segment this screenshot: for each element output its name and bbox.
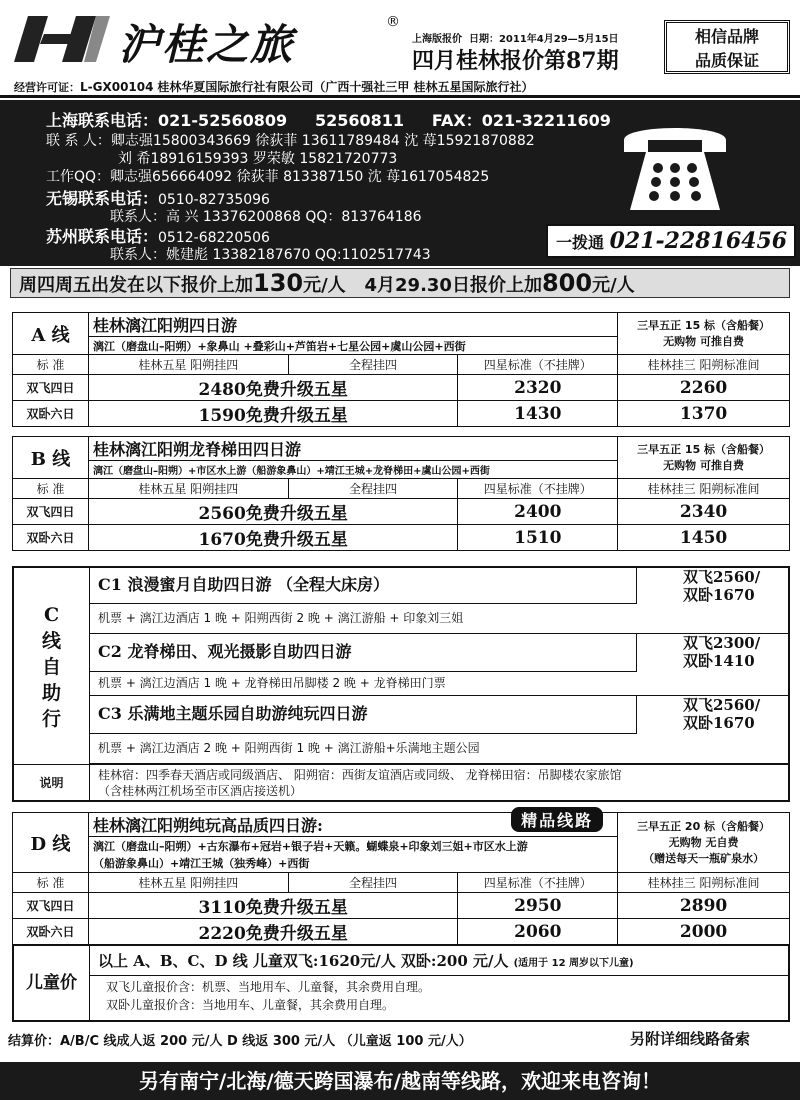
line-a-title: 桂林漓江阳朔四日游: [88, 313, 617, 337]
line-d-note-1: 三早五正 20 标（含船餐）: [637, 819, 771, 833]
brand-name: 沪桂之旅: [118, 20, 295, 69]
contact-row-2: 刘 希18916159393 罗荣敏 15821720773: [118, 151, 398, 167]
line-d-route-1: 漓江（磨盘山–阳朔）+古东瀑布+冠岩+银子岩+天籁。蝴蝶泉+印象刘三姐+市区水上游: [88, 837, 617, 855]
line-a-label: A 线: [13, 313, 89, 355]
promo-text-2: 4月29.30日报价上加: [364, 275, 542, 296]
line-a-fly-three: 2260: [618, 375, 790, 401]
promo-amount-1: 130: [253, 269, 304, 297]
shanghai-phone-2[interactable]: 52560811: [314, 111, 405, 130]
c3-detail: 机票 + 漓江边酒店 2 晚 + 阳朔西街 1 晚 + 漓江游船+乐满地主题公园: [90, 734, 790, 764]
shanghai-phone-row: [46, 108, 611, 131]
line-c-char-4: 助: [41, 682, 61, 704]
col-full-four: 全程挂四: [288, 355, 458, 375]
line-a-note-1: 三早五正 15 标（含船餐）: [637, 318, 771, 332]
line-d-note-3: （赠送每天一瓶矿泉水）: [643, 851, 765, 865]
c1-title: C1 浪漫蜜月自助四日游 （全程大床房）: [90, 568, 636, 604]
c1-price-fly: 双飞2560/: [683, 568, 761, 586]
line-d-sleeper-four: 2060: [458, 919, 618, 945]
line-d-fly-upgrade: 3110免费升级五星: [88, 893, 457, 919]
line-a-route: 漓江（磨盘山–阳朔）+象鼻山 +叠彩山+芦笛岩+七星公园+虞山公园+西街: [88, 337, 617, 355]
company-logo-icon: [14, 14, 110, 64]
trust-badge: [664, 20, 790, 74]
line-d-title-row: [13, 813, 790, 837]
c1-price-sleeper: 双卧1670: [683, 586, 755, 604]
line-d-sleeper-three: 2000: [618, 919, 790, 945]
registered-mark: ®: [386, 14, 400, 30]
line-a-header-row: [13, 355, 790, 375]
line-b-fly-upgrade: 2560免费升级五星: [88, 499, 457, 525]
col-four-star: 四星标准（不挂牌）: [458, 479, 618, 499]
line-b-sleeper-four: 1510: [458, 525, 618, 551]
col-five-star: 桂林五星 阳朔挂四: [88, 355, 288, 375]
qq-label: 工作QQ：: [46, 169, 111, 185]
line-c-note-2: （含桂林两江机场至市区酒店接送机）: [98, 784, 303, 798]
line-a-note: [618, 313, 790, 355]
line-c-label: [14, 568, 90, 764]
line-c-char-1: C: [43, 604, 60, 626]
issue-title: 四月桂林报价第87期: [412, 48, 619, 74]
qq-row: [46, 166, 489, 186]
fax-number[interactable]: 021-32211609: [481, 111, 611, 130]
line-a-note-2: 无购物 可推自费: [663, 334, 744, 348]
promo-unit-1: 元/人: [303, 275, 346, 296]
footer-banner: 另有南宁/北海/德天跨国瀑布/越南等线路，欢迎来电咨询！: [0, 1062, 800, 1100]
col-standard: 标 准: [13, 479, 89, 499]
line-a-fly-upgrade: 2480免费升级五星: [88, 375, 457, 401]
c3-price-sleeper: 双卧1670: [683, 714, 755, 732]
sleeper-label: 双卧六日: [13, 401, 89, 427]
children-label: 儿童价: [14, 946, 90, 1020]
line-d-route-2: （船游象鼻山）+靖江王城（独秀峰）+西街: [88, 855, 617, 873]
header: [0, 0, 800, 78]
suzhou-label: 苏州联系电话：: [46, 227, 159, 246]
line-a-table: [12, 312, 790, 427]
c1-detail: 机票 + 漓江边酒店 1 晚 + 阳朔西街 2 晚 + 漓江游船 + 印象刘三姐: [90, 604, 790, 634]
line-d-fly-three: 2890: [618, 893, 790, 919]
line-b-label: B 线: [13, 437, 89, 479]
qq-values: 卿志强656664092 徐荻菲 813387150 沈 苺1617054825: [110, 169, 490, 185]
line-b-fly-row: [13, 499, 790, 525]
contacts-label: 联 系 人：: [46, 133, 111, 149]
line-d-title-cell: [88, 813, 617, 837]
line-a-fly-row: [13, 375, 790, 401]
fly-label: 双飞四日: [13, 499, 89, 525]
line-a-sleeper-upgrade: 1590免费升级五星: [88, 401, 457, 427]
promo-bar: [10, 268, 790, 298]
wuxi-phone[interactable]: 0510-82735096: [158, 192, 270, 208]
c3-title: C3 乐满地主题乐园自助游纯玩四日游: [90, 696, 636, 734]
c3-price-fly: 双飞2560/: [683, 696, 761, 714]
line-a-fly-four: 2320: [458, 375, 618, 401]
line-a-sleeper-three: 1370: [618, 401, 790, 427]
line-b-title: 桂林漓江阳朔龙脊梯田四日游: [88, 437, 617, 461]
edition-info: [412, 30, 619, 45]
col-four-star: 四星标准（不挂牌）: [458, 873, 618, 893]
col-three-star: 桂林挂三 阳朔标准间: [618, 355, 790, 375]
settlement-text: 结算价：A/B/C 线成人返 200 元/人 D 线返 300 元/人 （儿童返 100 元/人）: [8, 1034, 472, 1049]
date-label: 日期：: [468, 34, 499, 45]
line-b-fly-three: 2340: [618, 499, 790, 525]
sleeper-label: 双卧六日: [13, 525, 89, 551]
c2-title: C2 龙脊梯田、观光摄影自助四日游: [90, 634, 636, 672]
line-d-header-row: [13, 873, 790, 893]
shanghai-label: 上海联系电话：: [46, 111, 159, 130]
line-d-badge: 精品线路: [511, 807, 603, 832]
col-full-four: 全程挂四: [288, 479, 458, 499]
edition-label: 上海版报价: [412, 34, 462, 45]
c1-price: [636, 568, 792, 604]
shanghai-phone-1[interactable]: 021-52560809: [158, 111, 288, 130]
line-b-sleeper-upgrade: 1670免费升级五星: [88, 525, 457, 551]
promo-text-1: 周四周五出发在以下报价上加: [19, 275, 253, 296]
children-price-box: [12, 944, 790, 1022]
telephone-icon: [616, 118, 734, 218]
fax-label: FAX：: [431, 111, 482, 130]
line-c-note-label: 说明: [14, 764, 90, 800]
line-b-title-row: [13, 437, 790, 461]
line-d-sleeper-row: [13, 919, 790, 945]
line-b-table: [12, 436, 790, 551]
line-d-note-2: 无购物 无自费: [668, 835, 739, 849]
settlement-extra: 另附详细线路备索: [630, 1030, 751, 1048]
company-name: 桂林华夏国际旅行社有限公司（广西十强社三甲 桂林五星国际旅行社）: [157, 80, 534, 94]
children-main: [90, 946, 788, 976]
hotline-number[interactable]: 021-22816456: [609, 228, 788, 254]
col-standard: 标 准: [13, 355, 89, 375]
line-d-note: [618, 813, 790, 873]
date-range: 2011年4月29—5月15日: [498, 34, 619, 45]
line-d-sleeper-upgrade: 2220免费升级五星: [88, 919, 457, 945]
c2-price-sleeper: 双卧1410: [683, 652, 755, 670]
children-detail-1: 双飞儿童报价含：机票、当地用车、儿童餐，其余费用自理。: [106, 980, 431, 994]
sleeper-label: 双卧六日: [13, 919, 89, 945]
line-c-char-5: 行: [41, 708, 61, 730]
settlement-bar: [0, 1024, 800, 1058]
line-b-route: 漓江（磨盘山–阳朔）+市区水上游（船游象鼻山）+靖江王城+龙脊梯田+虞山公园+西街: [88, 461, 617, 479]
line-b-note: [618, 437, 790, 479]
line-c-box: [12, 566, 790, 802]
col-four-star: 四星标准（不挂牌）: [458, 355, 618, 375]
wuxi-label: 无锡联系电话：: [46, 189, 159, 208]
line-a-title-row: [13, 313, 790, 337]
line-b-note-1: 三早五正 15 标（含船餐）: [637, 442, 771, 456]
children-age-note: (适用于 12 周岁以下儿童): [513, 958, 634, 969]
col-standard: 标 准: [13, 873, 89, 893]
line-d-table: [12, 812, 790, 945]
c2-detail: 机票 + 漓江边酒店 1 晚 + 龙脊梯田吊脚楼 2 晚 + 龙脊梯田门票: [90, 672, 790, 696]
col-three-star: 桂林挂三 阳朔标准间: [618, 873, 790, 893]
suzhou-contact: 联系人：姚建彪 13382187670 QQ:1102517743: [110, 247, 431, 263]
trust-line-1: 相信品牌: [694, 27, 759, 46]
line-b-sleeper-three: 1450: [618, 525, 790, 551]
children-detail-2: 双卧儿童报价含：当地用车、儿童餐，其余费用自理。: [106, 998, 395, 1012]
fly-label: 双飞四日: [13, 375, 89, 401]
col-three-star: 桂林挂三 阳朔标准间: [618, 479, 790, 499]
children-price-line: 以上 A、B、C、D 线 儿童双飞:1620元/人 双卧:200 元/人: [98, 952, 509, 970]
license-bar: [0, 78, 800, 98]
col-five-star: 桂林五星 阳朔挂四: [88, 873, 288, 893]
contacts-names-1: 卿志强15800343669 徐荻菲 13611789484 沈 苺15921870882: [110, 133, 535, 149]
line-b-header-row: [13, 479, 790, 499]
line-c-char-3: 自: [41, 656, 61, 678]
hotline-label: 一拨通: [556, 233, 605, 252]
promo-amount-2: 800: [541, 269, 593, 297]
col-full-four: 全程挂四: [288, 873, 458, 893]
line-d-fly-row: [13, 893, 790, 919]
license-number: L-GX00104: [80, 80, 154, 94]
hotline-box[interactable]: [546, 224, 796, 258]
line-a-sleeper-four: 1430: [458, 401, 618, 427]
col-five-star: 桂林五星 阳朔挂四: [88, 479, 288, 499]
line-d-title: 桂林漓江阳朔纯玩高品质四日游:: [92, 816, 323, 835]
line-c-note: [90, 764, 788, 800]
suzhou-phone[interactable]: 0512-68220506: [158, 230, 270, 246]
line-d-label: D 线: [13, 813, 89, 873]
contact-row-1: [46, 130, 535, 150]
line-d-fly-four: 2950: [458, 893, 618, 919]
c2-price: [636, 634, 792, 672]
trust-line-2: 品质保证: [694, 51, 759, 70]
line-c-char-2: 线: [41, 630, 61, 652]
c2-price-fly: 双飞2300/: [683, 634, 761, 652]
line-b-note-2: 无购物 可推自费: [663, 458, 744, 472]
line-a-sleeper-row: [13, 401, 790, 427]
promo-unit-2: 元/人: [592, 275, 635, 296]
line-c-note-1: 桂林宿：四季春天酒店或同级酒店、 阳朔宿：西街友谊酒店或同级、 龙脊梯田宿：吊脚楼农家旅馆: [98, 768, 622, 782]
c3-price: [636, 696, 792, 734]
line-b-sleeper-row: [13, 525, 790, 551]
line-b-fly-four: 2400: [458, 499, 618, 525]
fly-label: 双飞四日: [13, 893, 89, 919]
wuxi-contact: 联系人：高 兴 13376200868 QQ：813764186: [110, 209, 422, 225]
license-label: 经营许可证：: [14, 81, 80, 94]
